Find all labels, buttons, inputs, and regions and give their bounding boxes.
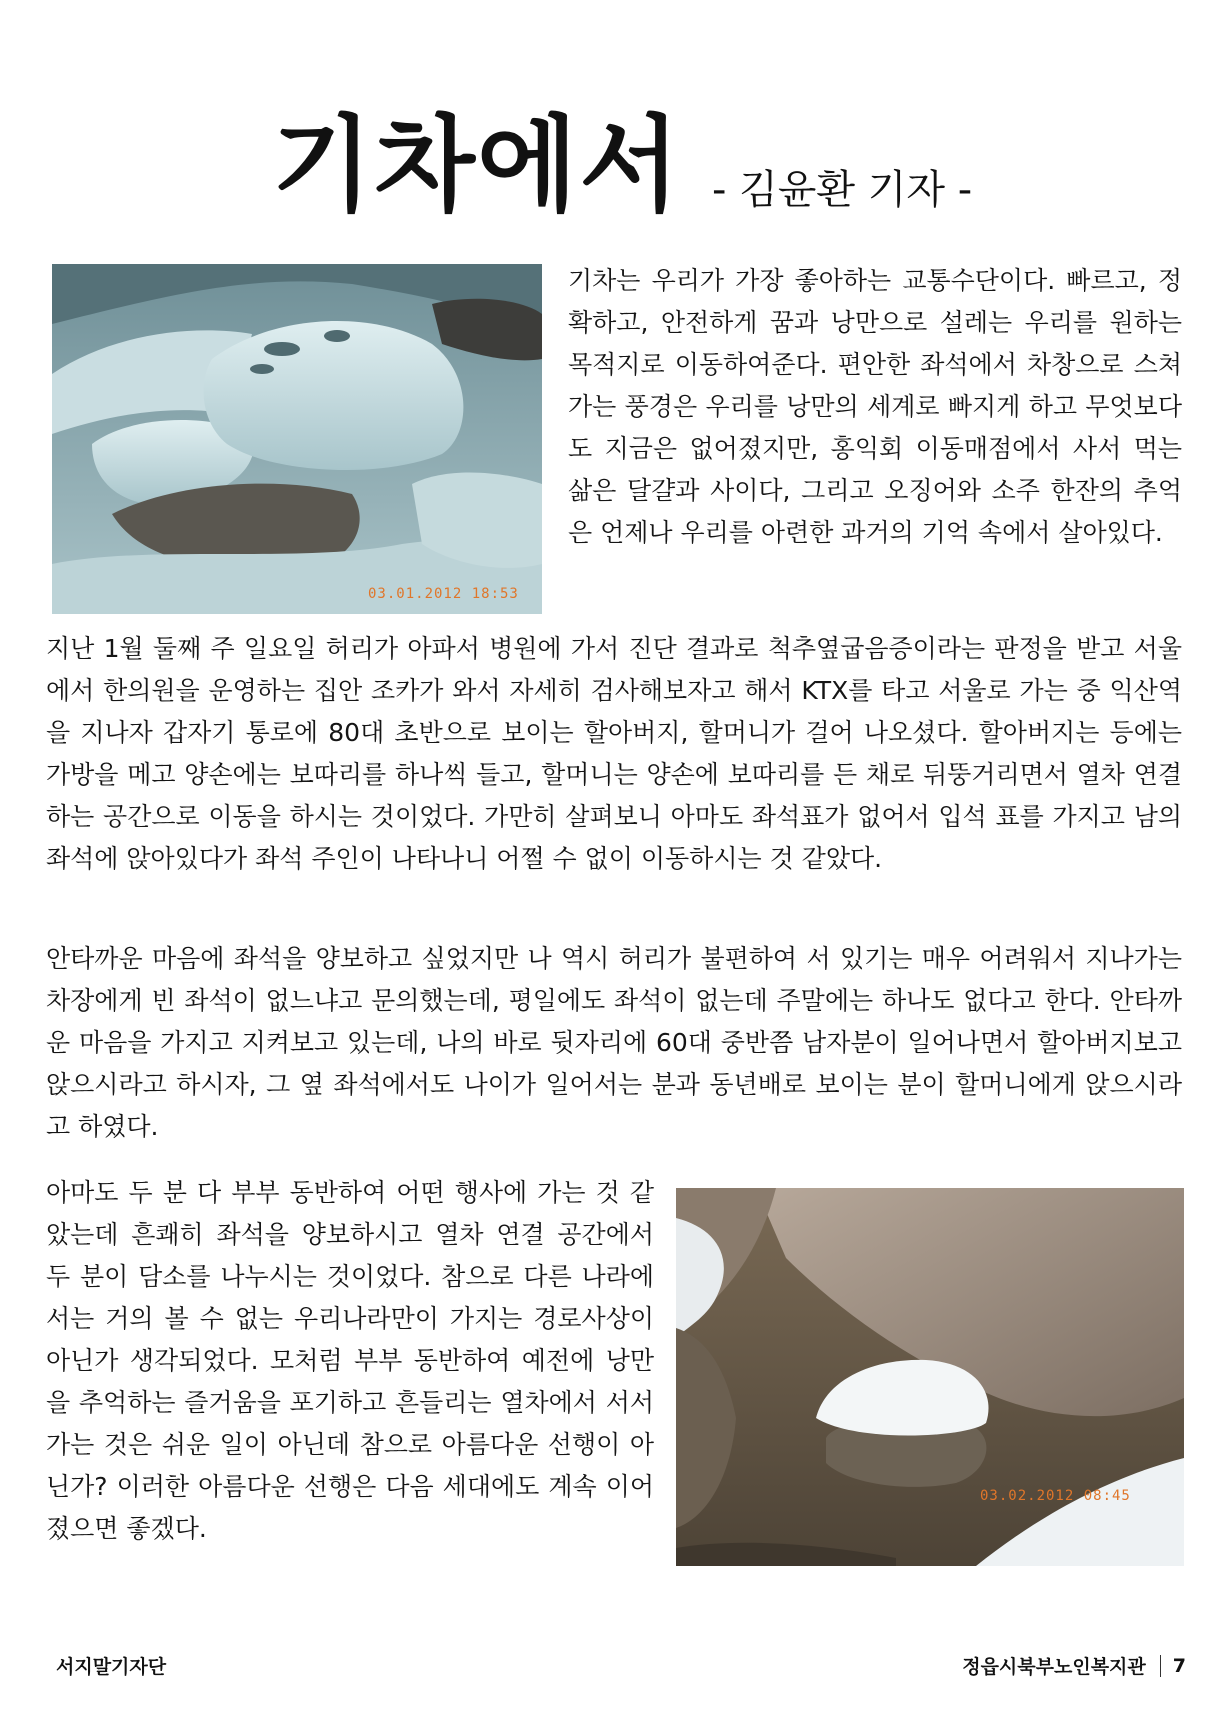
stream-rock-illustration	[676, 1188, 1184, 1566]
article-paragraph-3: 안타까운 마음에 좌석을 양보하고 싶었지만 나 역시 허리가 불편하여 서 있기는 매우 어려워서 지나가는 차장에게 빈 좌석이 없느냐고 문의했는데, 평일에도 좌석이 없는데 주말에는 하나도 없다고 한다. 안타까운 마음을 가지고 지켜보고 있는데, 나의 바로 뒷자리에 60대 중반쯤 남자분이 일어나면서 할아버지보고 앉으시라고 하시자, 그 옆 좌석에서도 나이가 일어서는 분과 동년배로 보이는 분이 할머니에게 앉으시라고 하였다.	[46, 944, 1182, 1141]
snow-rock-illustration	[52, 264, 542, 614]
footer-divider	[1160, 1655, 1161, 1677]
snow-rock-photo-top	[52, 264, 542, 614]
snow-rock-photo-bottom	[676, 1188, 1184, 1566]
footer-organization	[962, 1652, 1186, 1679]
footer-publisher: 서지말기자단	[56, 1656, 167, 1678]
page-number: 7	[1172, 1654, 1186, 1677]
article-paragraph-1: 기차는 우리가 가장 좋아하는 교통수단이다. 빠르고, 정확하고, 안전하게 꿈과 낭만으로 설레는 우리를 원하는 목적지로 이동하여준다. 편안한 좌석에서 차창으로 스쳐 가는 풍경은 우리를 낭만의 세계로 빠지게 하고 무엇보다도 지금은 없어졌지만, 홍익회 이동매점에서 사서 먹는 삶은 달걀과 사이다, 그리고 오징어와 소주 한잔의 추억은 언제나 우리를 아련한 과거의 기억 속에서 살아있다.	[568, 266, 1182, 547]
author-byline: - 김윤환 기자 -	[712, 167, 973, 213]
photo-timestamp: 03.02.2012 08:45	[980, 1488, 1131, 1504]
footer-organization-name: 정읍시북부노인복지관	[962, 1656, 1146, 1678]
title-row	[0, 100, 1224, 230]
article-paragraph-4: 아마도 두 분 다 부부 동반하여 어떤 행사에 가는 것 같았는데 흔쾌히 좌석을 양보하시고 열차 연결 공간에서 두 분이 담소를 나누시는 것이었다. 참으로 다른 나라에서는 거의 볼 수 없는 우리나라만이 가지는 경로사상이 아닌가 생각되었다. 모처럼 부부 동반하여 예전에 낭만을 추억하는 즐거움을 포기하고 흔들리는 열차에서 서서 가는 것은 쉬운 일이 아닌데 참으로 아름다운 선행이 아닌가? 이러한 아름다운 선행은 다음 세대에도 계속 이어졌으면 좋겠다.	[46, 1178, 654, 1543]
page-title: 기차에서	[272, 104, 682, 226]
article-paragraph-2: 지난 1월 둘째 주 일요일 허리가 아파서 병원에 가서 진단 결과로 척추옆굽음증이라는 판정을 받고 서울에서 한의원을 운영하는 집안 조카가 와서 자세히 검사해보자고 해서 KTX를 타고 서울로 가는 중 익산역을 지나자 갑자기 통로에 80대 초반으로 보이는 할아버지, 할머니가 걸어 나오셨다. 할아버지는 등에는 가방을 메고 양손에는 보따리를 하나씩 들고, 할머니는 양손에 보따리를 든 채로 뒤뚱거리면서 열차 연결하는 공간으로 이동을 하시는 것이었다. 가만히 살펴보니 아마도 좌석표가 없어서 입석 표를 가지고 남의 좌석에 앉아있다가 좌석 주인이 나타나니 어쩔 수 없이 이동하시는 것 같았다.	[46, 634, 1182, 873]
photo-timestamp: 03.01.2012 18:53	[368, 586, 519, 602]
